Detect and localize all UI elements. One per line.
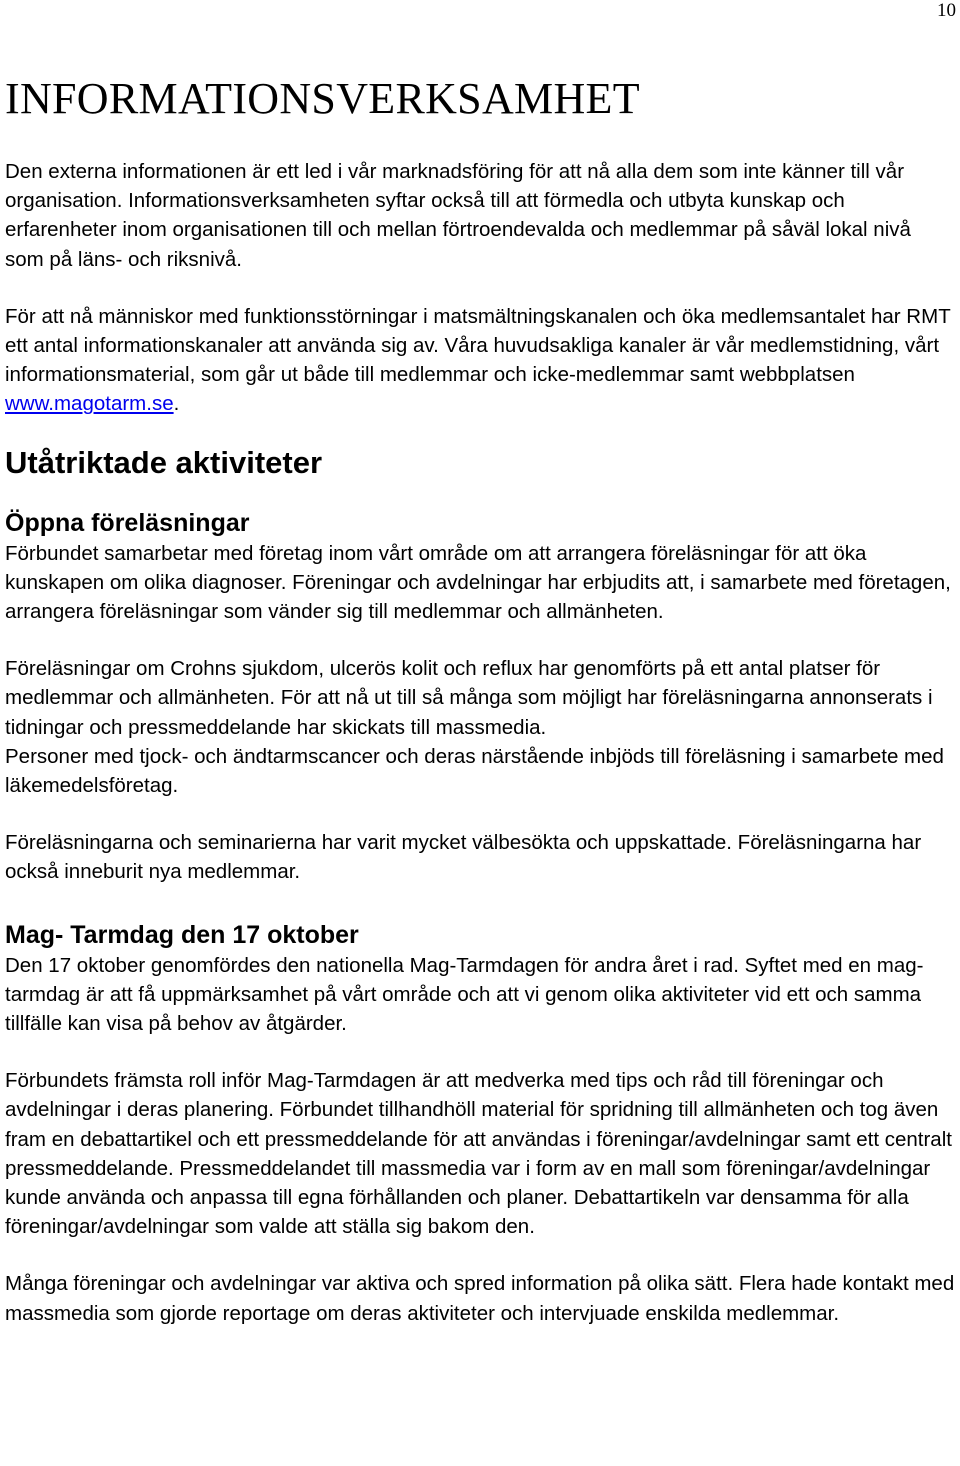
lectures-paragraph-2: Föreläsningar om Crohns sjukdom, ulcerös kolit och reflux har genomförts på ett antal platser för medlemmar och allmänheten. För att nå ut till så många som möjligt har föreläsningarna annonserats i tidningar och pressmeddelande har skickats till massmedia. xyxy=(5,657,933,739)
magtarmdag-heading: Mag- Tarmdag den 17 oktober xyxy=(5,920,359,949)
link-suffix: . xyxy=(173,392,180,416)
lectures-paragraph-4: Föreläsningarna och seminarierna har varit mycket välbesökta och uppskattade. Föreläsningarna har också inneburit nya medlemmar. xyxy=(5,831,922,884)
lectures-heading: Öppna föreläsningar xyxy=(5,508,250,537)
intro-paragraph-1: Den externa informationen är ett led i vår marknadsföring för att nå alla dem som inte känner till vår organisation. Informationsverksamheten syftar också till att förmedla och utbyta kunskap och erfarenheter inom organisationen till och mellan förtroendevalda och medlemmar på såväl lokal nivå som på läns- och riksnivå. xyxy=(5,160,911,271)
website-link[interactable]: www.magotarm.se xyxy=(5,392,174,416)
section-heading: Utåtriktade aktiviteter xyxy=(5,444,323,480)
document-body xyxy=(5,74,955,1328)
magtarmdag-paragraph-3: Många föreningar och avdelningar var aktiva och spred information på olika sätt. Flera hade kontakt med massmedia som gjorde reportage om deras aktiviteter och intervjuade enskilda medlemmar. xyxy=(5,1272,955,1325)
intro-paragraph-2 xyxy=(5,302,955,419)
magtarmdag-paragraph-2: Förbundets främsta roll inför Mag-Tarmdagen är att medverka med tips och råd till föreningar och avdelningar i deras planering. Förbundet tillhandhöll material för spridning till allmänheten och tog även fram en debattartikel och ett pressmeddelande för att användas i föreningar/avdelningar samt ett centralt pressmeddelande. Pressmeddelandet till massmedia var i form av en mall som föreningar/avdelningar kunde använda och anpassa till egna förhållanden och planer. Debattartikeln var densamma för alla föreningar/avdelningar som valde att ställa sig bakom den. xyxy=(5,1069,952,1239)
page-number: 10 xyxy=(937,0,956,21)
lectures-paragraph-1: Förbundet samarbetar med företag inom vårt område om att arrangera föreläsningar för att öka kunskapen om olika diagnoser. Föreningar och avdelningar har erbjudits att, i samarbete med företagen, arrangera föreläsningar som vänder sig till medlemmar och allmänheten. xyxy=(5,541,951,624)
magtarmdag-paragraph-1: Den 17 oktober genomfördes den nationella Mag-Tarmdagen för andra året i rad. Syftet med en mag-tarmdag är att få uppmärksamhet på vårt område och att vi genom olika aktiviteter vid ett och samma tillfälle kan visa på behov av åtgärder. xyxy=(5,953,924,1036)
intro-paragraph-2-text: För att nå människor med funktionsstörningar i matsmältningskanalen och öka medlemsantalet har RMT ett antal informationskanaler att använda sig av. Våra huvudsakliga kanaler är vår medlemstidning, vårt informationsmaterial, som går ut både till medlemmar och icke-medlemmar samt webbplatsen xyxy=(5,304,951,387)
page-title: INFORMATIONSVERKSAMHET xyxy=(5,74,640,123)
lectures-paragraph-3: Personer med tjock- och ändtarmscancer och deras närstående inbjöds till föreläsning i samarbete med läkemedelsföretag. xyxy=(5,744,944,798)
